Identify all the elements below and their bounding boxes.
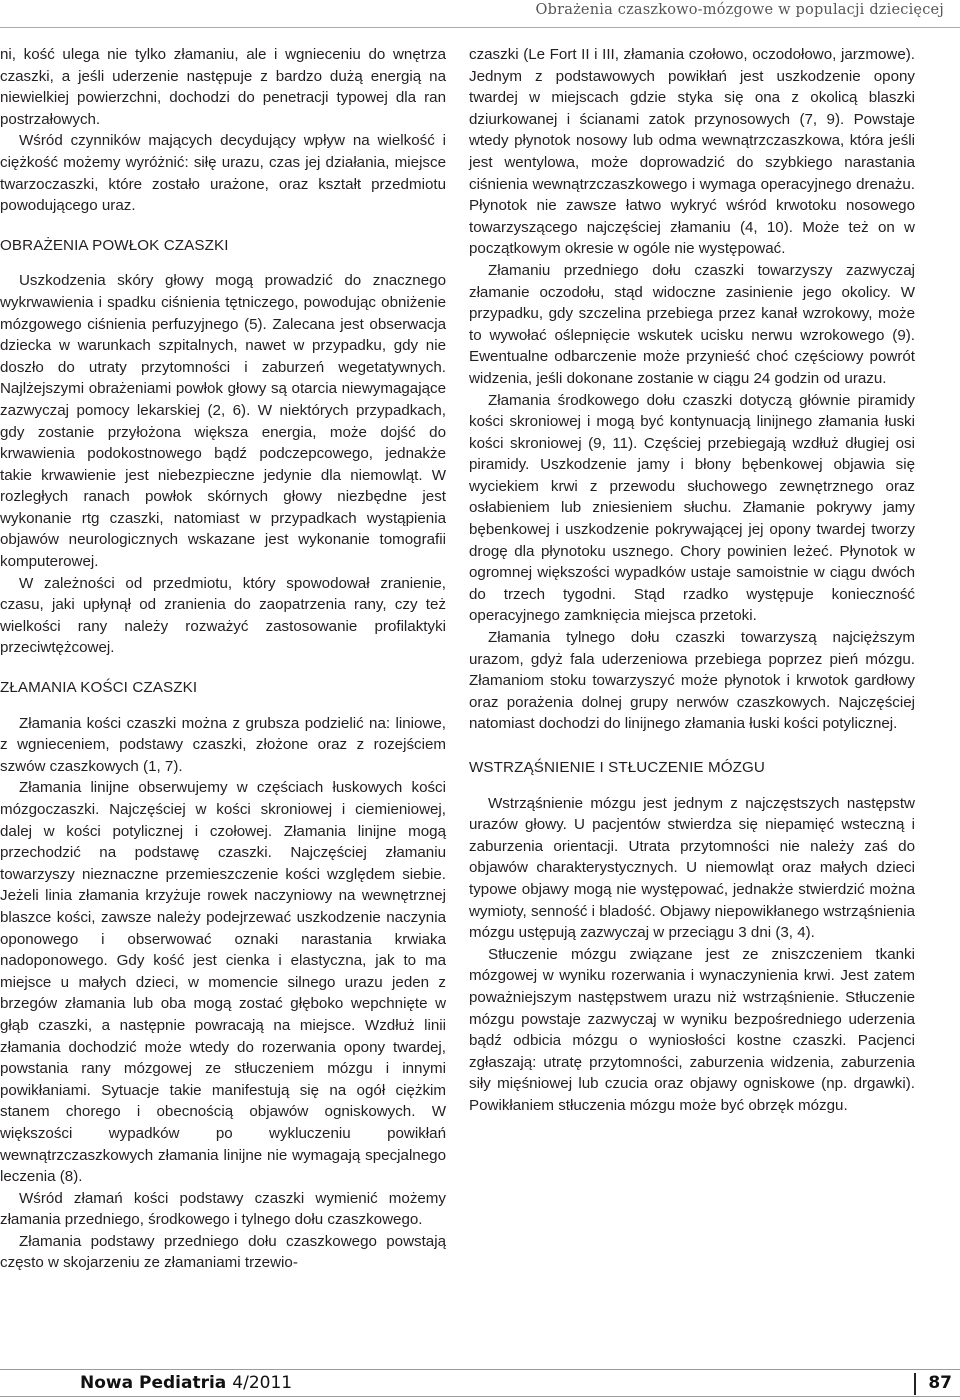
left-column [0,44,446,1274]
footer-divider-bottom [0,1396,960,1397]
paragraph: ni, kość ulega nie tylko złamaniu, ale i wgnieceniu do wnętrza czaszki, a jeśli uderzenie następuje z bardzo dużą energią na niewielkiej powierzchni, dochodzi do penetracji typowej dla ran postrzałowych. [0,46,446,128]
right-column [469,44,915,1117]
footer-journal-info [80,1373,292,1393]
section-heading: OBRAŻENIA POWŁOK CZASZKI [0,236,229,254]
header-divider [0,27,960,28]
paragraph: Złamaniu przedniego dołu czaszki towarzyszy zazwyczaj złamanie oczodołu, stąd widoczne zasinienie jego okolicy. W przypadku, gdy szczelina przebiega przez kanał wzrokowy, może to wywołać oślepnięcie wskutek ucisku nerwu wzrokowego (9). Ewentualne odbarczenie może przynieść choć częściowy powrót widzenia, jeśli dokonane zostanie w ciągu 24 godzin od urazu. [469,261,915,387]
footer-divider-top [0,1369,960,1370]
paragraph: W zależności od przedmiotu, który spowodował zranienie, czasu, jaki upłynął od zranienia do zaopatrzenia rany, czy też wielkości rany należy rozważyć zastosowanie profilaktyki przeciwtężcowej. [0,574,446,657]
section-heading: WSTRZĄŚNIENIE I STŁUCZENIE MÓZGU [469,759,765,776]
paragraph: czaszki (Le Fort II i III, złamania czołowo, oczodołowo, jarzmowe). Jednym z podstawowych powikłań jest uszkodzenie opony twardej w miejscach gdzie styka się ona z okolicą blaszki dziurkowanej i ścianami zatok przynosowych (7, 9). Powstaje wtedy płynotok nosowy lub odma wewnątrzczaszkowa, która jeśli jest wentylowa, może doprowadzić do szybkiego narastania ciśnienia wewnątrzczaszkowego i wymaga operacyjnego drenażu. Płynotok nie zawsze łatwo wykryć wśród krwotoku nosowego towarzyszącego najczęściej złamaniu (4, 10). Może też on w początkowym okresie w ogóle nie występować. [469,46,915,258]
paragraph: Uszkodzenia skóry głowy mogą prowadzić do znacznego wykrwawienia i spadku ciśnienia tętniczego, powodując obniżenie mózgowego ciśnienia perfuzyjnego (5). Zalecana jest obserwacja dziecka w warunkach szpitalnych, nawet w przypadku, gdy nie doszło do utraty przytomności i zaburzeń wegetatywnych. Najlżejszymi obrażeniami powłok głowy są otarcia niewymagające zazwyczaj pomocy lekarskiej (2, 6). W niektórych przypadkach, gdy zostanie przyłożona większa energia, może dojść do krwawienia podokostnowego bądź podczepcowego, jednakże takie krwawienie jest niebezpieczne jedynie dla niemowląt. W rozległych ranach powłok skórnych głowy niezbędne jest wykonanie rtg czaszki, natomiast w przypadkach wystąpienia objawów neurologicznych wskazane jest wykonanie tomografii komputerowej. [0,272,446,571]
paragraph: Złamania linijne obserwujemy w częściach łuskowych kości mózgoczaszki. Najczęściej w kości skroniowej i ciemieniowej, dalej w kości potylicznej i czołowej. Złamania linijne mogą przechodzić na podstawę czaszki. Najczęściej złamaniu towarzyszy nieznaczne przemieszczenie kości względem siebie. Jeżeli linia złamania krzyżuje rowek naczyniowy na wewnętrznej blaszce kości, zawsze należy podejrzewać uszkodzenie naczynia oponowego i obserwować oznaki narastania krwiaka nadoponowego. Gdy kość jest cienka i elastyczna, jak to ma miejsce u małych dzieci, w momencie silnego urazu jeden z brzegów złamania lub oba mogą zostać głęboko wepchnięte w głąb czaszki, a następnie powracają na miejsce. Wzdłuż linii złamania dochodzić może wtedy do rozerwania opony twardej, powstania rany mózgowej ze stłuczeniem mózgu i innymi powikłaniami. Sytuacje takie manifestują się na ogół ciężkim stanem chorego i obecnością objawów ogniskowych. W większości wypadków po wykluczeniu powikłań wewnątrzczaszkowych złamania linijne nie wymagają specjalnego leczenia (8). [0,779,446,1186]
paragraph: Wśród czynników mających decydujący wpływ na wielkość i ciężkość możemy wyróżnić: siłę urazu, czas jej działania, miejsce twarzoczaszki, które zostało urażone, oraz kształt przedmiotu powodującego uraz. [0,132,446,215]
page-number: 87 [914,1373,954,1395]
running-head: Obrażenia czaszkowo-mózgowe w populacji dziecięcej [535,2,944,18]
paragraph: Złamania środkowego dołu czaszki dotyczą głównie piramidy kości skroniowej i mogą być kontynuacją linijnego złamania łuski kości skroniowej (9, 11). Częściej przebiegają wzdłuż długiej osi piramidy. Uszkodzenie jamy i błony bębenkowej objawia się wyciekiem krwi z przewodu słuchowego zewnętrznego oraz osłabieniem lub zniesieniem słuchu. Złamanie pokrywy jamy bębenkowej i uszkodzenie pokrywającej jej opony twardej tworzy drogę dla płynotoku usznego. Chory powinien leżeć. Płynotok w ogromnej większości wypadków ustaje samoistnie w ciągu dwóch do trzech tygodni. Stąd rzadko występuje konieczność operacyjnego zamknięcia miejsca przetoki. [469,391,915,625]
paragraph: Złamania kości czaszki można z grubsza podzielić na: liniowe, z wgnieceniem, podstawy czaszki, złożone oraz z rozejściem szwów czaszkowych (1, 7). [0,714,446,775]
journal-issue: 4/2011 [232,1373,293,1393]
paragraph: Wśród złamań kości podstawy czaszki wymienić możemy złamania przedniego, środkowego i tylnego dołu czaszkowego. [0,1189,446,1229]
paragraph: Złamania podstawy przedniego dołu czaszkowego powstają często w skojarzeniu ze złamaniami trzewio- [0,1232,446,1272]
paragraph: Złamania tylnego dołu czaszki towarzyszą najcięższym urazom, gdyż fala uderzeniowa przebiega poprzez pień mózgu. Złamaniom stoku towarzyszyć może płynotok i krwotok gardłowy oraz porażenia dolnej grupy nerwów czaszkowych. Najczęściej natomiast dochodzi do linijnego złamania łuski kości potylicznej. [469,629,915,733]
journal-title: Nowa Pediatria [80,1373,227,1393]
paragraph: Stłuczenie mózgu związane jest ze zniszczeniem tkanki mózgowej w wyniku rozerwania i wynaczynienia krwi. Jest zatem poważniejszym następstwem urazu niż wstrząśnienie. Stłuczenie mózgu powstaje zazwyczaj w wyniku bezpośredniego uderzenia bądź odbicia mózgu o wyniosłości kostne czaszki. Pacjenci zgłaszają: utratę przytomności, zaburzenia widzenia, zaburzenia siły mięśniowej lub czucia oraz objawy ogniskowe (np. drgawki). Powikłaniem stłuczenia mózgu może być obrzęk mózgu. [469,945,915,1114]
paragraph: Wstrząśnienie mózgu jest jednym z najczęstszych następstw urazów głowy. U pacjentów stwierdza się niepamięć wsteczną i zaburzenia orientacji. Utrata przytomności nie należy zaś do objawów charakterystycznych. U niemowląt oraz małych dzieci typowe objawy mogą nie występować, jednakże stwierdzić można wymioty, senność i bladość. Objawy niepowikłanego wstrząśnienia mózgu ustępują zazwyczaj w przeciągu 3 dni (3, 4). [469,794,915,942]
section-heading: ZŁAMANIA KOŚCI CZASZKI [0,679,198,697]
